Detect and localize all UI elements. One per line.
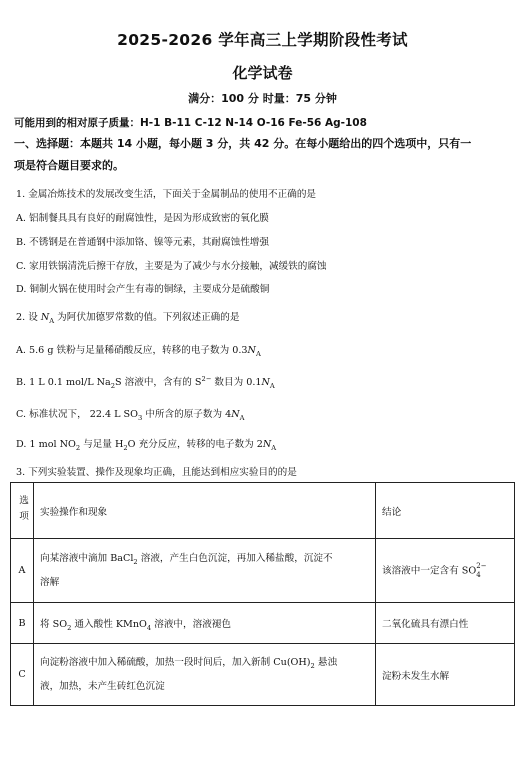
table-row bbox=[11, 644, 515, 706]
row-b-operation: 将 $SO_2$ 通入酸性 KMnO$_4$ 溶液中，溶液褪色 bbox=[34, 603, 376, 644]
row-a-operation: 向某溶液中滴加 BaCl$_2$ 溶液，产生白色沉淀，再加入稀盐酸，沉淀不 溶解 bbox=[34, 539, 376, 603]
row-c-option: C bbox=[11, 644, 34, 706]
q2-stem: 2. 设 $N_A$ 为阿伏加德罗常数的值。下列叙述正确的是 bbox=[16, 312, 240, 325]
header-option: 选项 bbox=[11, 483, 34, 539]
q3-stem: 3. 下列实验装置、操作及现象均正确，且能达到相应实验目的的是 bbox=[16, 467, 297, 478]
table-row bbox=[11, 539, 515, 603]
section1-line1: 一、选择题：本题共 14 小题，每小题 3 分，共 42 分。在每小题给出的四个选项中，只有一 bbox=[14, 137, 472, 150]
header-conclusion: 结论 bbox=[376, 483, 515, 539]
q2-option-b: B. 1 L 0.1 mol/L $Na_2S$ 溶液中，含有的 $S^{2-}$ 数目为 $0.1N_A$ bbox=[16, 374, 275, 390]
table-row bbox=[11, 603, 515, 644]
row-b-conclusion: 二氧化硫具有漂白性 bbox=[376, 603, 515, 644]
header-operation: 实验操作和现象 bbox=[34, 483, 376, 539]
row-a-conclusion: 该溶液中一定含有 SO2− 4 bbox=[376, 539, 515, 603]
atomic-masses-line: 可能用到的相对原子质量：H-1 B-11 C-12 N-14 O-16 Fe-56 Ag-108 bbox=[14, 117, 367, 129]
q2-option-d: D. 1 mol $NO_2$ 与足量 $H_2O$ 充分反应，转移的电子数为 $2N_A$ bbox=[16, 439, 277, 452]
q1-option-d: D. 铜制火锅在使用时会产生有毒的铜绿，主要成分是硫酸铜 bbox=[16, 284, 270, 295]
row-a-option: A bbox=[11, 539, 34, 603]
q2-option-a: A. 5.6 g 铁粉与足量稀硝酸反应，转移的电子数为 $0.3N_A$ bbox=[16, 345, 261, 358]
exam-title: 2025-2026 学年高三上学期阶段性考试 bbox=[117, 31, 408, 49]
q1-option-a: A. 铝制餐具具有良好的耐腐蚀性，是因为形成致密的氧化膜 bbox=[16, 213, 269, 224]
q3-table bbox=[10, 482, 515, 706]
table-header-row bbox=[11, 483, 515, 539]
row-c-operation: 向淀粉溶液中加入稀硫酸，加热一段时间后，加入新制 $Cu(OH)_2$ 悬浊 液，加热，未产生砖红色沉淀 bbox=[34, 644, 376, 706]
exam-subtitle: 化学试卷 bbox=[232, 64, 293, 82]
row-b-option: B bbox=[11, 603, 34, 644]
q1-option-b: B. 不锈钢是在普通钢中添加铬、镍等元素，其耐腐蚀性增强 bbox=[16, 237, 269, 248]
q1-option-c: C. 家用铁锅清洗后擦干存放，主要是为了减少与水分接触，减缓铁的腐蚀 bbox=[16, 261, 327, 272]
section1-instructions bbox=[14, 133, 514, 177]
score-time-line: 满分：100 分 时量：75 分钟 bbox=[188, 92, 337, 105]
q1-stem: 1. 金属冶炼技术的发展改变生活，下面关于金属制品的使用不正确的是 bbox=[16, 189, 317, 200]
q2-option-c: C. 标准状况下， 22.4 L $SO_3$ 中所含的原子数为 $4N_A$ bbox=[16, 409, 245, 422]
section1-line2: 项是符合题目要求的。 bbox=[14, 159, 124, 172]
row-c-conclusion: 淀粉未发生水解 bbox=[376, 644, 515, 706]
